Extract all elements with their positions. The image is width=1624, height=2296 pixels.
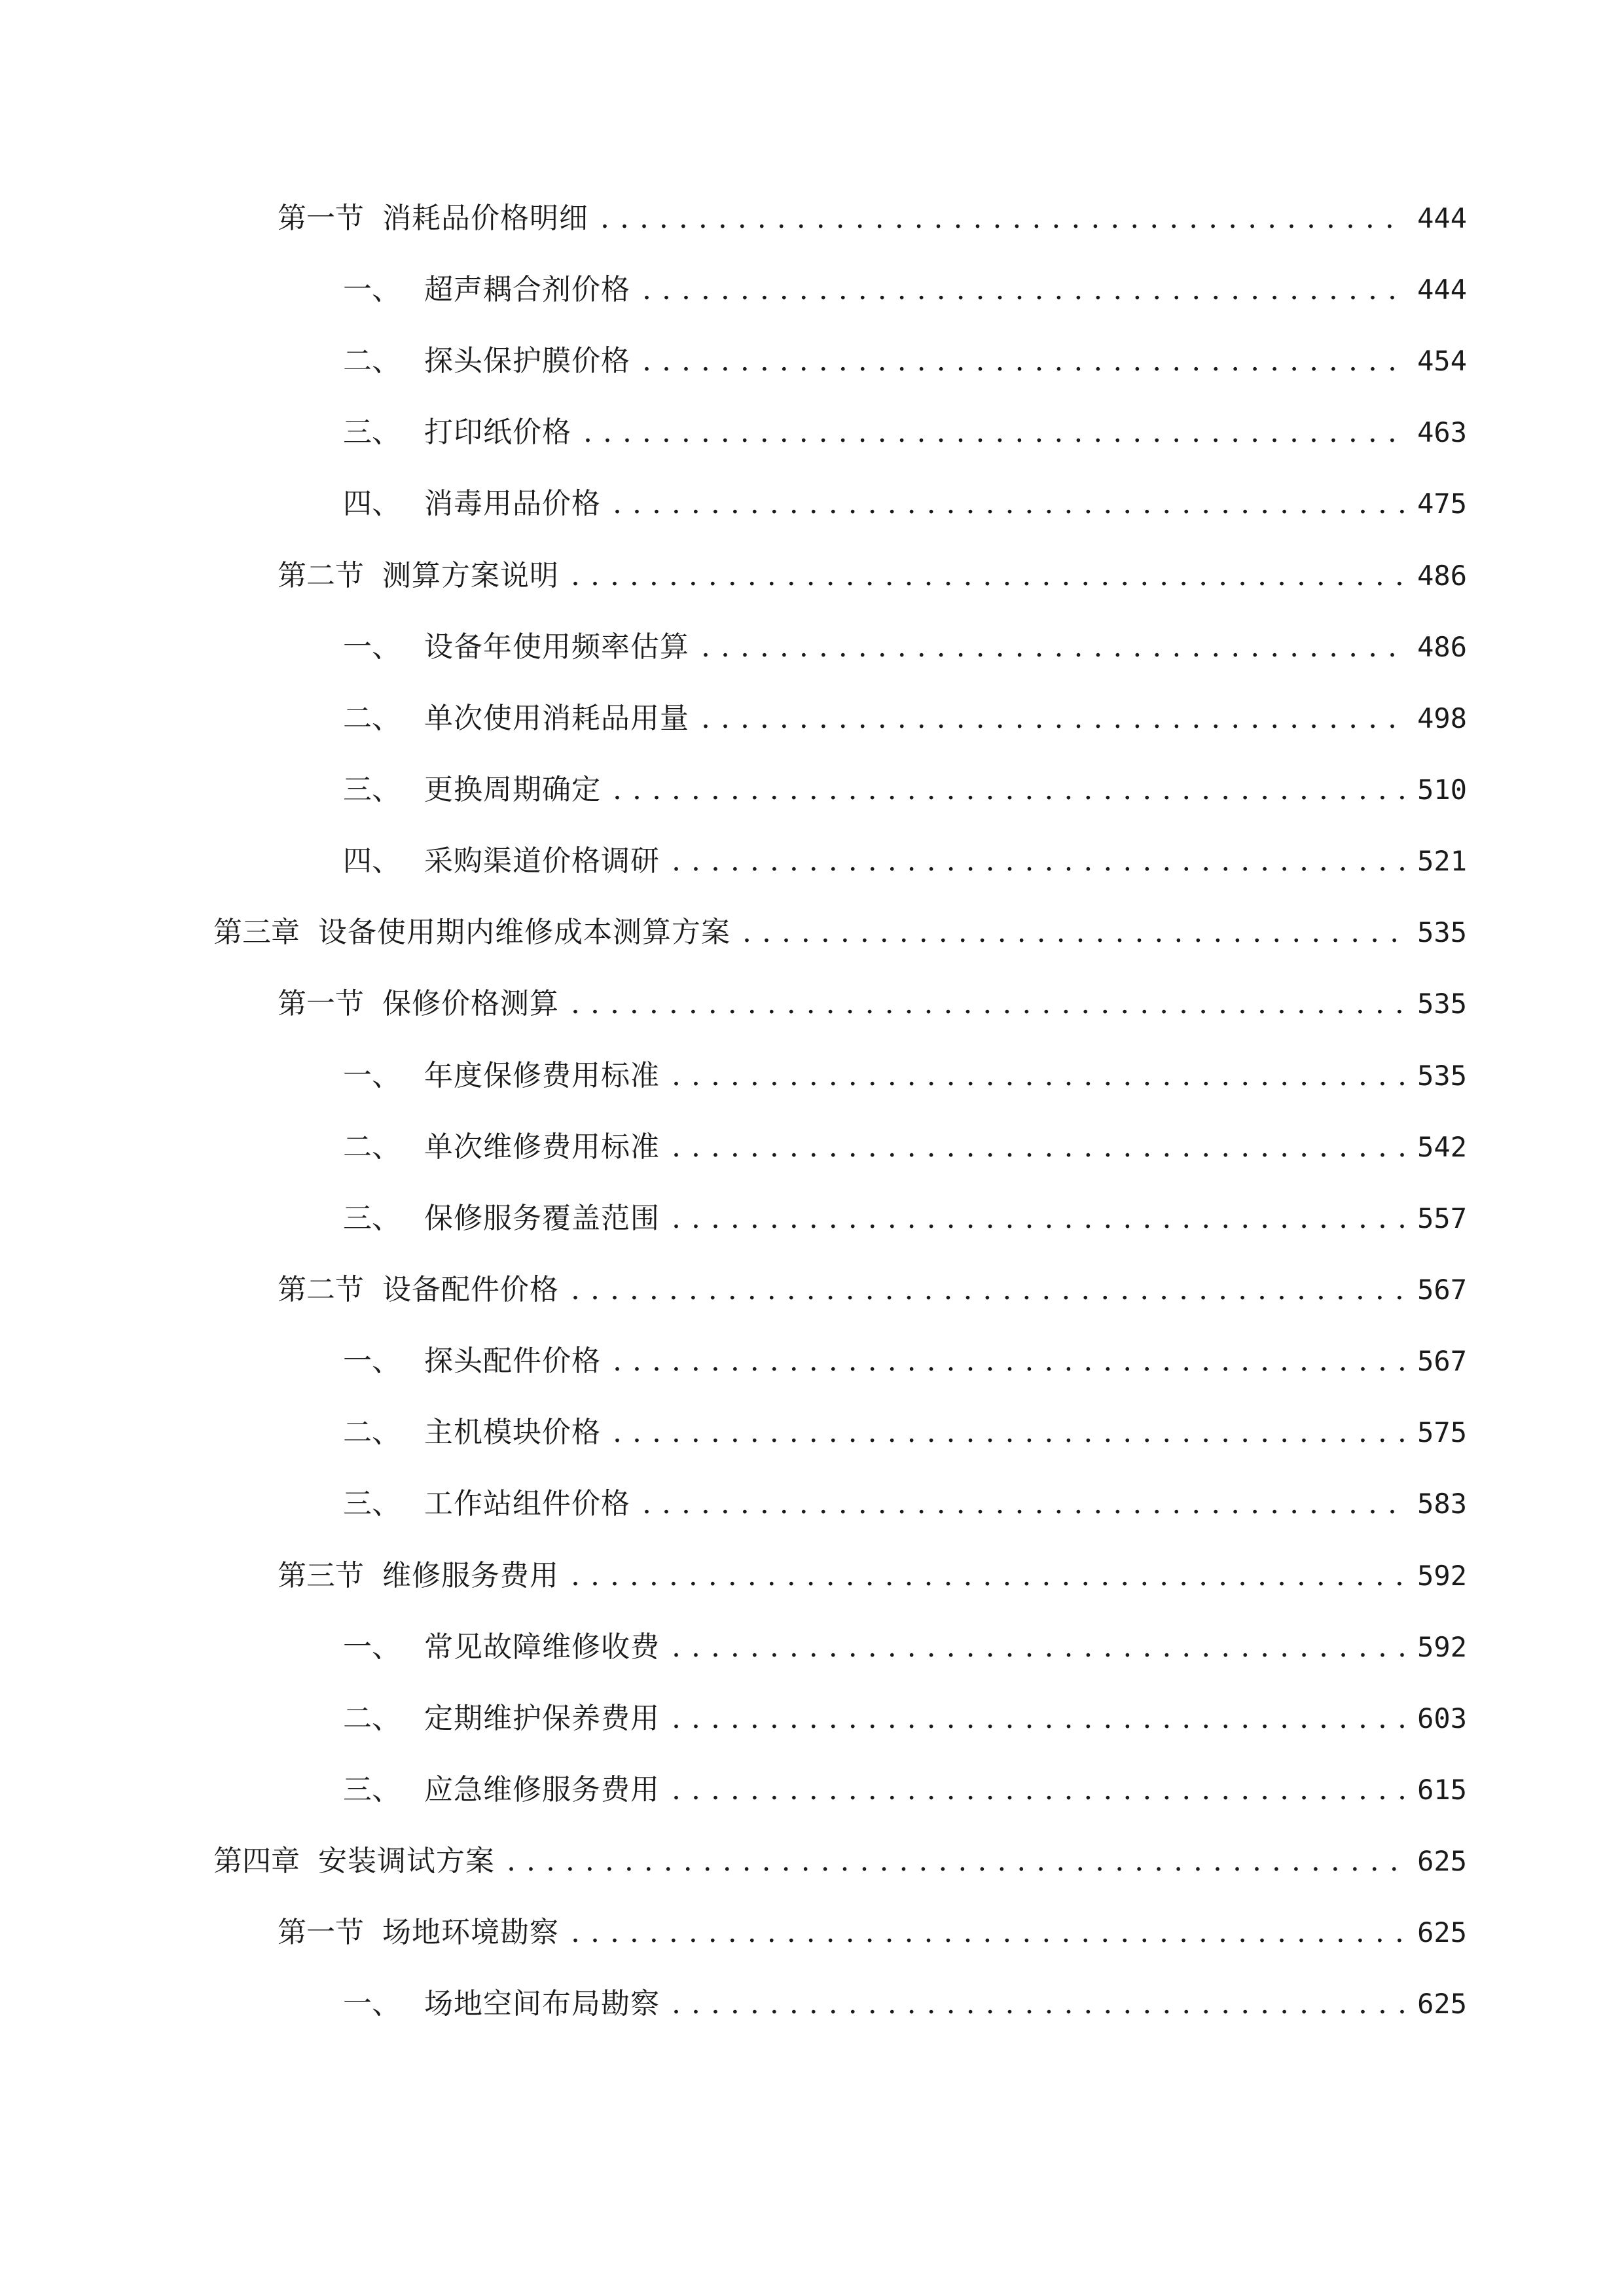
toc-entry[interactable] [343, 335, 1467, 387]
dot-leader [613, 1335, 1405, 1388]
toc-entry[interactable] [343, 1764, 1467, 1816]
toc-entry-page: 625 [1417, 1845, 1467, 1877]
toc-entry[interactable] [278, 550, 1467, 602]
toc-entry-page: 592 [1417, 1631, 1467, 1663]
toc-entry-page: 567 [1417, 1274, 1467, 1306]
toc-entry-number: 一、 [343, 1059, 401, 1092]
toc-entry-title: 单次维修费用标准 [424, 1130, 660, 1164]
toc-entry[interactable] [343, 621, 1467, 673]
toc-entry-number: 一、 [343, 630, 401, 664]
toc-entry-number: 第二节 [278, 559, 364, 592]
dot-leader [642, 335, 1405, 387]
toc-entry[interactable] [343, 1621, 1467, 1674]
toc-entry-number: 第一节 [278, 202, 364, 235]
toc-entry-page: 542 [1417, 1131, 1467, 1163]
toc-entry[interactable] [343, 1193, 1467, 1245]
dot-leader [742, 906, 1405, 959]
toc-entry-number: 一、 [343, 1987, 401, 2020]
toc-entry-page: 486 [1417, 560, 1467, 592]
dot-leader [571, 1907, 1405, 1959]
toc-entry[interactable] [343, 478, 1467, 530]
toc-entry-number: 第二节 [278, 1273, 364, 1306]
toc-entry[interactable] [343, 764, 1467, 816]
toc-entry-title: 常见故障维修收费 [424, 1630, 660, 1664]
toc-entry-number: 第一节 [278, 987, 364, 1020]
toc-entry-page: 592 [1417, 1560, 1467, 1592]
toc-entry[interactable] [343, 1478, 1467, 1530]
toc-entry[interactable] [343, 1978, 1467, 2030]
toc-entry-page: 615 [1417, 1774, 1467, 1806]
toc-entry-number: 第三节 [278, 1559, 364, 1592]
toc-entry-title: 更换周期确定 [424, 773, 601, 806]
toc-entry-page: 535 [1417, 1060, 1467, 1092]
toc-entry[interactable] [278, 1907, 1467, 1959]
toc-entry-number: 二、 [343, 1130, 401, 1164]
toc-entry-title: 主机模块价格 [424, 1416, 601, 1449]
toc-entry[interactable] [343, 264, 1467, 316]
toc-entry[interactable] [343, 835, 1467, 888]
toc-entry-page: 567 [1417, 1345, 1467, 1377]
toc-entry[interactable] [343, 1121, 1467, 1174]
toc-entry-title: 探头配件价格 [424, 1344, 601, 1378]
toc-entry-page: 486 [1417, 631, 1467, 663]
toc-entry-title: 打印纸价格 [424, 416, 571, 449]
toc-entry-title: 工作站组件价格 [424, 1487, 630, 1520]
toc-entry[interactable] [343, 1335, 1467, 1388]
toc-entry-page: 603 [1417, 1702, 1467, 1734]
dot-leader [672, 1693, 1405, 1745]
toc-entry[interactable] [213, 906, 1467, 959]
dot-leader [571, 550, 1405, 602]
toc-entry-page: 463 [1417, 416, 1467, 448]
toc-entry-page: 454 [1417, 345, 1467, 377]
toc-entry-title: 消毒用品价格 [424, 487, 601, 520]
toc-entry-title: 保修服务覆盖范围 [424, 1202, 660, 1235]
dot-leader [701, 621, 1405, 673]
toc-entry-title: 年度保修费用标准 [424, 1059, 660, 1092]
toc-entry-title: 测算方案说明 [382, 559, 559, 592]
toc-entry-number: 二、 [343, 702, 401, 735]
toc-entry-page: 535 [1417, 916, 1467, 948]
toc-entry-number: 一、 [343, 1630, 401, 1664]
dot-leader [672, 1050, 1405, 1102]
toc-entry[interactable] [278, 1264, 1467, 1316]
toc-entry-title: 安装调试方案 [318, 1844, 495, 1878]
toc-entry[interactable] [278, 192, 1467, 245]
dot-leader [600, 192, 1405, 245]
dot-leader [613, 764, 1405, 816]
toc-entry-page: 583 [1417, 1488, 1467, 1520]
toc-entry[interactable] [343, 1407, 1467, 1459]
toc-entry-number: 三、 [343, 773, 401, 806]
toc-entry-page: 575 [1417, 1416, 1467, 1448]
toc-entry-title: 维修服务费用 [382, 1559, 559, 1592]
dot-leader [583, 406, 1405, 459]
toc-entry-number: 二、 [343, 344, 401, 378]
dot-leader [672, 1121, 1405, 1174]
dot-leader [613, 1407, 1405, 1459]
toc-entry-title: 设备年使用频率估算 [424, 630, 689, 664]
toc-entry-number: 三、 [343, 1202, 401, 1235]
dot-leader [672, 1978, 1405, 2030]
toc-entry-title: 场地空间布局勘察 [424, 1987, 660, 2020]
toc-entry-number: 三、 [343, 1487, 401, 1520]
toc-entry[interactable] [213, 1835, 1467, 1888]
dot-leader [613, 478, 1405, 530]
dot-leader [642, 1478, 1405, 1530]
toc-entry-number: 四、 [343, 844, 401, 878]
toc-entry-title: 消耗品价格明细 [382, 202, 588, 235]
dot-leader [672, 1764, 1405, 1816]
toc-entry-page: 535 [1417, 988, 1467, 1020]
dot-leader [571, 1264, 1405, 1316]
toc-entry-number: 三、 [343, 1773, 401, 1806]
dot-leader [571, 1550, 1405, 1602]
toc-entry-page: 557 [1417, 1202, 1467, 1234]
toc-entry-page: 625 [1417, 1916, 1467, 1948]
toc-entry-number: 四、 [343, 487, 401, 520]
toc-entry-title: 应急维修服务费用 [424, 1773, 660, 1806]
toc-entry-page: 444 [1417, 202, 1467, 234]
toc-entry-title: 保修价格测算 [382, 987, 559, 1020]
toc-entry[interactable] [343, 1050, 1467, 1102]
toc-entry-title: 设备配件价格 [382, 1273, 559, 1306]
toc-entry-title: 单次使用消耗品用量 [424, 702, 689, 735]
dot-leader [571, 978, 1405, 1030]
toc-entry-title: 设备使用期内维修成本测算方案 [318, 916, 731, 949]
toc-entry[interactable] [278, 978, 1467, 1030]
toc-entry-number: 三、 [343, 416, 401, 449]
toc-entry-number: 二、 [343, 1702, 401, 1735]
dot-leader [672, 1193, 1405, 1245]
toc-entry-page: 625 [1417, 1988, 1467, 2020]
dot-leader [701, 692, 1405, 745]
toc-entry-page: 521 [1417, 845, 1467, 877]
toc-entry-number: 第一节 [278, 1916, 364, 1949]
toc-entry-title: 场地环境勘察 [382, 1916, 559, 1949]
dot-leader [672, 1621, 1405, 1674]
toc-entry-title: 探头保护膜价格 [424, 344, 630, 378]
toc-entry-number: 第三章 [213, 916, 300, 949]
toc-entry[interactable] [278, 1550, 1467, 1602]
toc-entry[interactable] [343, 1693, 1467, 1745]
toc-entry[interactable] [343, 692, 1467, 745]
toc-entry-number: 一、 [343, 1344, 401, 1378]
toc-entry-page: 510 [1417, 774, 1467, 806]
toc-entry-page: 444 [1417, 274, 1467, 306]
dot-leader [642, 264, 1405, 316]
toc-entry[interactable] [343, 406, 1467, 459]
toc-entry-title: 定期维护保养费用 [424, 1702, 660, 1735]
toc-entry-title: 超声耦合剂价格 [424, 273, 630, 306]
toc-entry-number: 一、 [343, 273, 401, 306]
dot-leader [507, 1835, 1405, 1888]
dot-leader [672, 835, 1405, 888]
toc-entry-number: 二、 [343, 1416, 401, 1449]
toc-entry-title: 采购渠道价格调研 [424, 844, 660, 878]
toc-entry-number: 第四章 [213, 1844, 300, 1878]
toc-entry-page: 475 [1417, 488, 1467, 520]
toc-entry-page: 498 [1417, 702, 1467, 734]
